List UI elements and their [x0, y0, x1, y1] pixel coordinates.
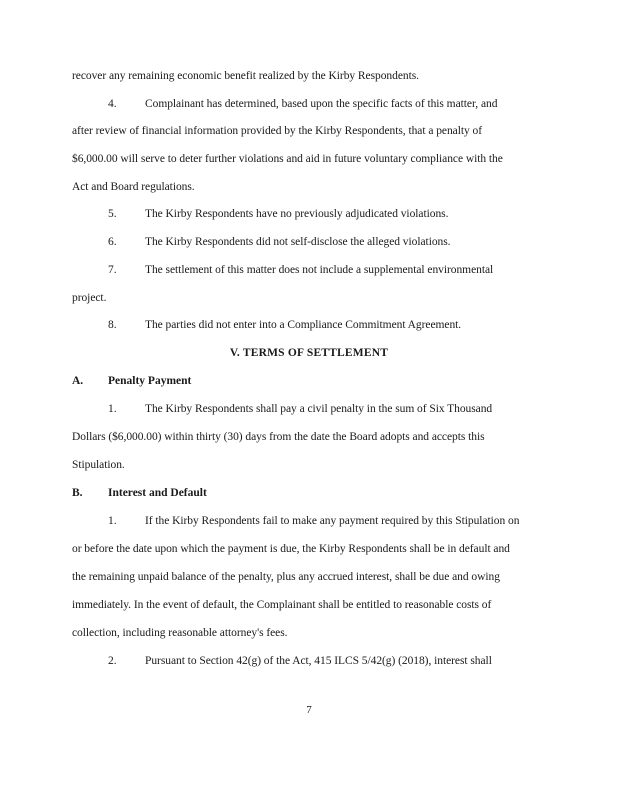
paragraph-line: Dollars ($6,000.00) within thirty (30) days from the date the Board adopts and accepts this: [72, 431, 485, 443]
paragraph-line: the remaining unpaid balance of the penalty, plus any accrued interest, shall be due and owing: [72, 571, 500, 583]
paragraph-line: or before the date upon which the payment is due, the Kirby Respondents shall be in default and: [72, 543, 510, 555]
paragraph-line: $6,000.00 will serve to deter further violations and aid in future voluntary compliance with the: [72, 153, 503, 165]
paragraph-line: project.: [72, 292, 107, 304]
paragraph-line: recover any remaining economic benefit realized by the Kirby Respondents.: [72, 70, 419, 82]
subsection-letter: B.: [72, 487, 83, 499]
paragraph-line: If the Kirby Respondents fail to make any payment required by this Stipulation on: [145, 515, 520, 527]
item-number: 5.: [108, 208, 117, 220]
paragraph-line: Pursuant to Section 42(g) of the Act, 415 ILCS 5/42(g) (2018), interest shall: [145, 655, 492, 667]
paragraph-line: The parties did not enter into a Compliance Commitment Agreement.: [145, 319, 462, 331]
item-number: 6.: [108, 236, 117, 248]
paragraph-line: The Kirby Respondents shall pay a civil penalty in the sum of Six Thousand: [145, 403, 493, 415]
item-number: 7.: [108, 264, 117, 276]
subsection-title: Interest and Default: [108, 487, 207, 499]
paragraph-line: immediately. In the event of default, the Complainant shall be entitled to reasonable costs of: [72, 599, 492, 611]
section-heading: V. TERMS OF SETTLEMENT: [229, 347, 389, 359]
subsection-title: Penalty Payment: [108, 375, 192, 387]
paragraph-line: after review of financial information provided by the Kirby Respondents, that a penalty of: [72, 125, 483, 137]
paragraph-line: Complainant has determined, based upon the specific facts of this matter, and: [145, 98, 498, 110]
paragraph-line: Act and Board regulations.: [72, 181, 195, 193]
item-number: 1.: [108, 515, 117, 527]
paragraph-line: collection, including reasonable attorney's fees.: [72, 627, 288, 639]
item-number: 1.: [108, 403, 117, 415]
paragraph-line: The Kirby Respondents have no previously adjudicated violations.: [145, 208, 449, 220]
item-number: 4.: [108, 98, 117, 110]
item-number: 2.: [108, 655, 117, 667]
subsection-letter: A.: [72, 375, 84, 387]
paragraph-line: Stipulation.: [72, 459, 125, 471]
page-number: 7: [306, 704, 312, 716]
item-number: 8.: [108, 319, 117, 331]
paragraph-line: The settlement of this matter does not include a supplemental environmental: [145, 264, 494, 276]
paragraph-line: The Kirby Respondents did not self-disclose the alleged violations.: [145, 236, 451, 248]
